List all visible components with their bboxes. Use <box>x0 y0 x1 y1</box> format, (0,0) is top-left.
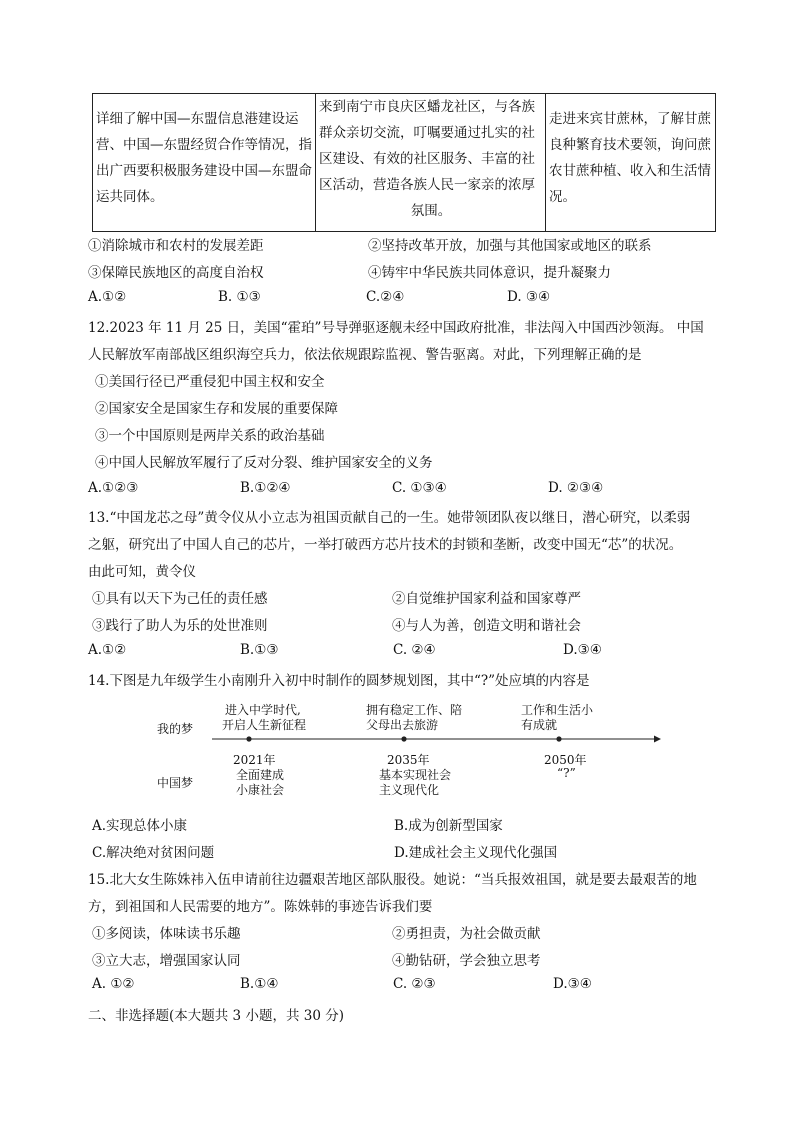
scenario-table <box>92 93 716 232</box>
option-4: ④勤钻研，学会独立思考 <box>392 953 541 969</box>
question-15-line1: 15.北大女生陈姝祎入伍申请前往边疆艰苦地区部队服役。她说：“当兵报效祖国，就是要去最艰苦的地 <box>88 872 697 888</box>
option-2: ②勇担责，为社会做贡献 <box>392 926 541 942</box>
table-cell-text: 来到南宁市良庆区蟠龙社区，与各族群众亲切交流，叮嘱要通过扎实的社区建设、有效的社区服务、丰富的社区活动，营造各族人民一家亲的浓厚 <box>319 99 535 193</box>
option-4: ④与人为善，创造文明和谐社会 <box>392 618 581 634</box>
milestone-top-2a: 拥有稳定工作、陪 <box>366 703 463 717</box>
option-3: ③立大志，增强国家认同 <box>92 953 241 969</box>
question-13-line2: 之躯，研究出了中国人自己的芯片，一举打破西方芯片技术的封锁和垄断，改变中国无“芯”的状况。 <box>88 537 683 553</box>
milestone-year-2021: 2021年 <box>233 753 276 767</box>
choice-d: D. ③④ <box>507 289 551 305</box>
milestone-top-2b: 父母出去旅游 <box>366 718 439 732</box>
table-cell: 详细了解中国—东盟信息港建设运营、中国—东盟经贸合作等情况，指出广西要积极服务建设中国—东盟命运共同体。 <box>93 94 316 231</box>
option-4: ④铸牢中华民族共同体意识，提升凝聚力 <box>368 265 611 281</box>
milestone-bottom-1a: 全面建成 <box>236 768 285 782</box>
milestone-top-1a: 进入中学时代, <box>225 703 301 717</box>
option-2: ②自觉维护国家利益和国家尊严 <box>392 591 581 607</box>
option-1: ①具有以天下为己任的责任感 <box>92 591 268 607</box>
choice-a: A.①② <box>88 642 127 658</box>
milestone-bottom-1b: 小康社会 <box>236 783 285 797</box>
choice-c: C.②④ <box>366 289 405 305</box>
question-15-line2: 方，到祖国和人民需要的地方”。陈姝韩的事迹告诉我们要 <box>88 899 433 915</box>
option-3: ③一个中国原则是两岸关系的政治基础 <box>95 428 325 444</box>
choice-a: A.实现总体小康 <box>92 818 188 834</box>
milestone-year-2050: 2050年 <box>544 753 587 767</box>
option-1: ①消除城市和农村的发展差距 <box>88 238 264 254</box>
my-dream-label: 我的梦 <box>157 722 194 736</box>
choice-b: B.①④ <box>240 976 279 992</box>
choice-b: B.①②④ <box>240 480 291 496</box>
milestone-top-3b: 有成就 <box>521 718 558 732</box>
choice-c: C.解决绝对贫困问题 <box>92 845 215 861</box>
choice-d: D.③④ <box>563 642 602 658</box>
section-heading: 二、非选择题(本大题共 3 小题，共 30 分) <box>88 1008 344 1024</box>
timeline-axis <box>210 732 662 746</box>
milestone-year-2035: 2035年 <box>387 753 430 767</box>
choice-d: D.建成社会主义现代化强国 <box>394 845 558 861</box>
choice-a: A.①② <box>88 289 127 305</box>
option-3: ③保障民族地区的高度自治权 <box>88 265 264 281</box>
milestone-bottom-2b: 主义现代化 <box>379 783 440 797</box>
option-4: ④中国人民解放军履行了反对分裂、维护国家安全的义务 <box>95 455 433 471</box>
option-2: ②国家安全是国家生存和发展的重要保障 <box>95 401 338 417</box>
table-cell: 走进来宾甘蔗林，了解甘蔗良种繁育技术要领，询问蔗农甘蔗种植、收入和生活情况。 <box>549 111 711 205</box>
milestone-top-1b: 开启人生新征程 <box>222 718 307 732</box>
question-14-line1: 14.下图是九年级学生小南刚升入初中时制作的圆梦规划图，其中“?”处应填的内容是 <box>88 673 590 689</box>
china-dream-label: 中国梦 <box>157 776 194 790</box>
table-cell-text-tail: 氛围。 <box>410 203 452 219</box>
question-13-line3: 由此可知，黄令仪 <box>88 564 196 580</box>
choice-b: B.①③ <box>240 642 279 658</box>
option-2: ②坚持改革开放，加强与其他国家或地区的联系 <box>368 238 652 254</box>
milestone-bottom-3a: “?” <box>557 766 576 780</box>
option-1: ①美国行径已严重侵犯中国主权和安全 <box>95 374 325 390</box>
choice-b: B. ①③ <box>218 289 261 305</box>
choice-c: C. ①③④ <box>392 480 447 496</box>
choice-d: D.③④ <box>553 976 592 992</box>
milestone-bottom-2a: 基本实现社会 <box>379 768 452 782</box>
choice-c: C. ②④ <box>393 642 436 658</box>
option-3: ③践行了助人为乐的处世准则 <box>92 618 268 634</box>
option-1: ①多阅读，体味读书乐趣 <box>92 926 241 942</box>
choice-d: D. ②③④ <box>548 480 604 496</box>
milestone-top-3a: 工作和生活小 <box>521 703 594 717</box>
choice-b: B.成为创新型国家 <box>394 818 503 834</box>
question-13-line1: 13.“中国龙芯之母”黄令仪从小立志为祖国贡献自己的一生。她带领团队夜以继日，潜心研究，以柔弱 <box>88 510 691 526</box>
choice-c: C. ②③ <box>393 976 436 992</box>
choice-a: A.①②③ <box>88 480 139 496</box>
table-cell <box>316 94 546 231</box>
question-12-line2: 人民解放军南部战区组织海空兵力，依法依规跟踪监视、警告驱离。对此，下列理解正确的是 <box>88 347 642 363</box>
choice-a: A. ①② <box>92 976 135 992</box>
question-12-line1: 12.2023 年 11 月 25 日，美国“霍珀”号导弹驱逐舰未经中国政府批准，非法闯入中国西沙领海。 中国 <box>88 320 704 336</box>
